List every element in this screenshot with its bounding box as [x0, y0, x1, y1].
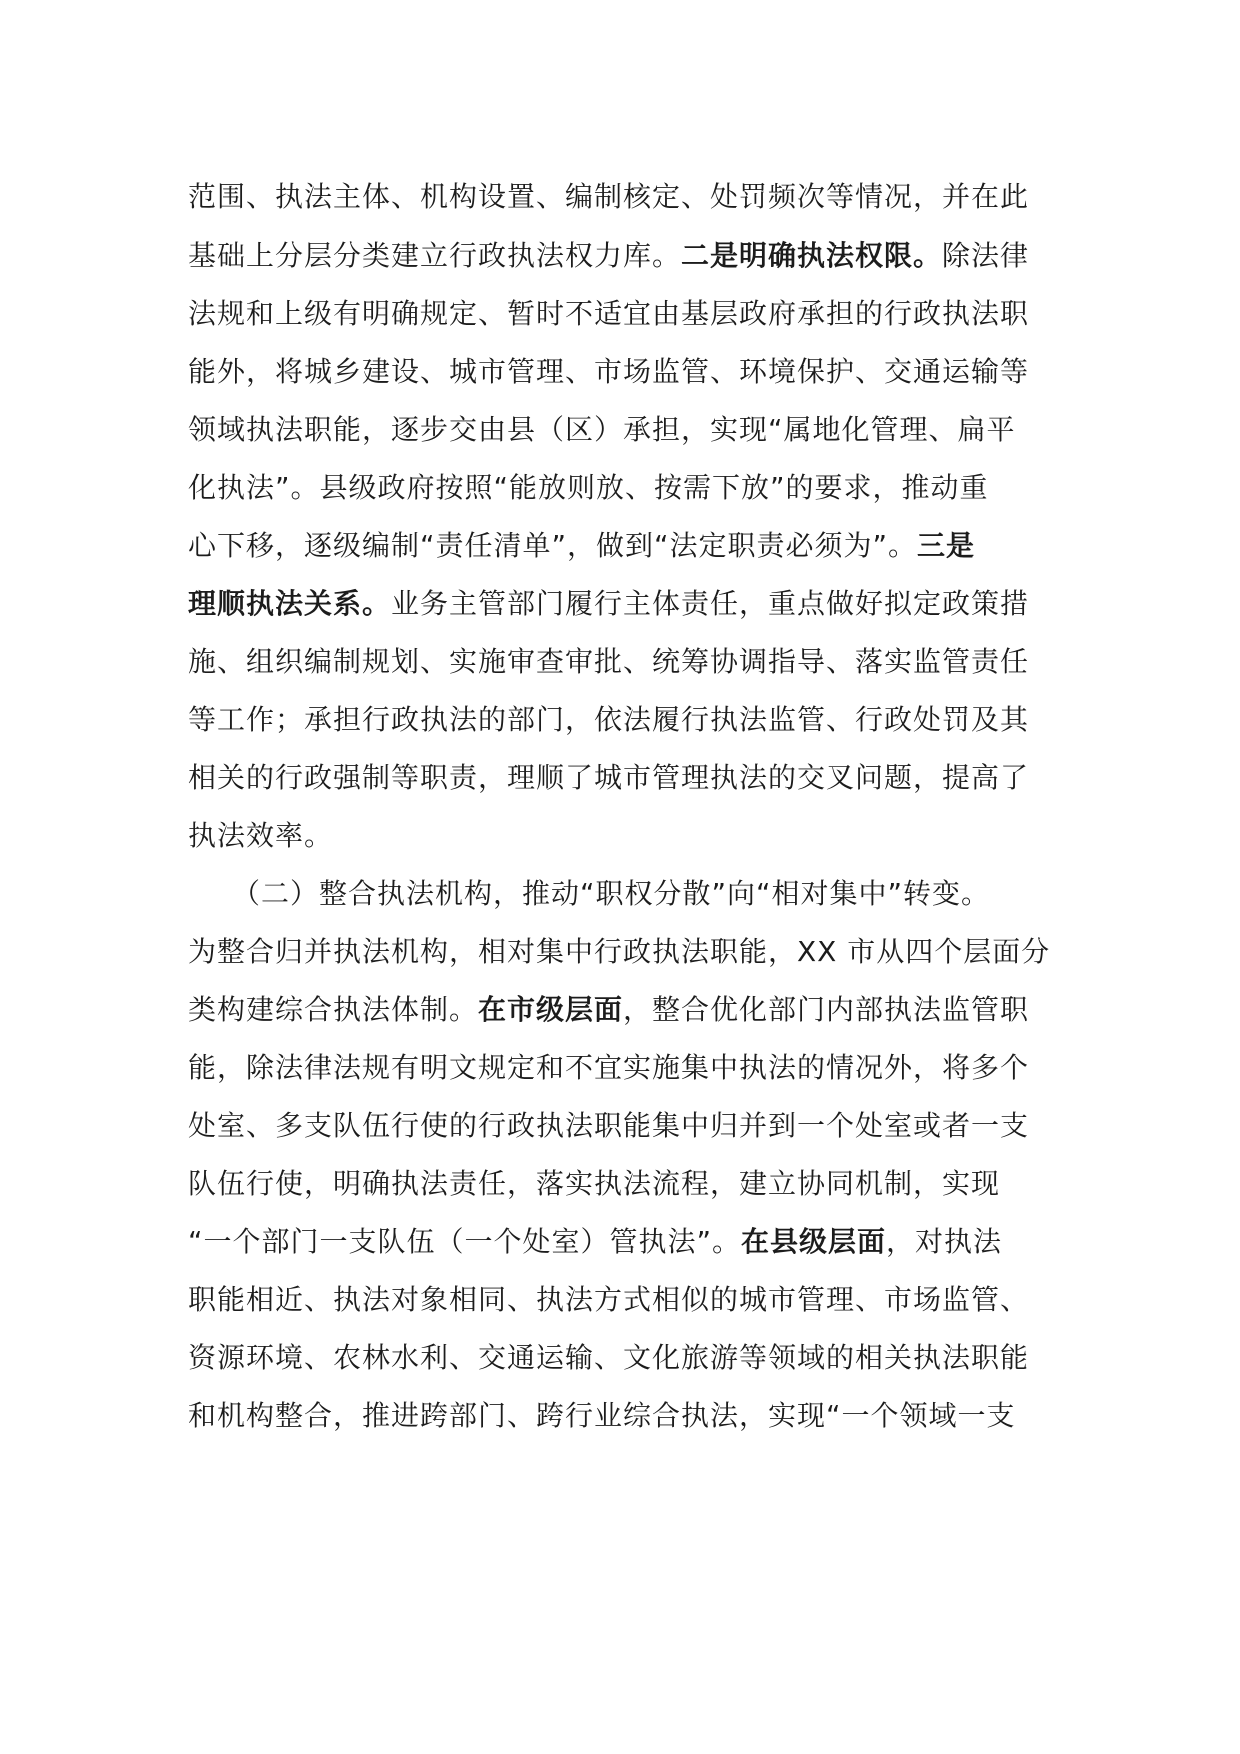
text-line	[188, 468, 1068, 508]
text-segment: 处室、多支队伍行使的行政执法职能集中归并到一个处室或者一支	[188, 1109, 1030, 1142]
text-line	[188, 1338, 1068, 1378]
text-segment: 领域执法职能，逐步交由县（区）承担，实现“属地化管理、扁平	[188, 413, 1016, 446]
text-segment: 业务主管部门履行主体责任，重点做好拟定政策措	[391, 587, 1030, 620]
text-segment: 职能相近、执法对象相同、执法方式相似的城市管理、市场监管、	[188, 1283, 1030, 1316]
text-line	[188, 874, 1068, 914]
text-segment: 范围、执法主体、机构设置、编制核定、处罚频次等情况，并在此	[188, 180, 1030, 213]
text-line	[188, 526, 1068, 566]
text-line	[188, 642, 1068, 682]
text-segment: ，对执法	[886, 1225, 1003, 1258]
text-segment: 队伍行使，明确执法责任，落实执法流程，建立协同机制，实现	[188, 1167, 1001, 1200]
text-segment: 心下移，逐级编制“责任清单”，做到“法定职责必须为”。	[188, 529, 918, 562]
text-segment: 为整合归并执法机构，相对集中行政执法职能，XX 市从四个层面分	[188, 935, 1051, 968]
text-line	[188, 932, 1068, 972]
text-line	[188, 294, 1068, 334]
text-segment: “一个部门一支队伍（一个处室）管执法”。	[188, 1225, 742, 1258]
text-line	[188, 1280, 1068, 1320]
text-line	[188, 584, 1068, 624]
text-segment: 除法律	[942, 239, 1030, 272]
text-segment: 等工作；承担行政执法的部门，依法履行执法监管、行政处罚及其	[188, 703, 1030, 736]
text-line	[188, 1396, 1068, 1436]
bold-heading-segment: 理顺执法关系。	[188, 587, 392, 620]
bold-heading-segment: 在县级层面	[741, 1225, 887, 1258]
text-line	[188, 410, 1068, 450]
text-segment: 施、组织编制规划、实施审查审批、统筹协调指导、落实监管责任	[188, 645, 1030, 678]
bold-heading-segment: 在市级层面	[478, 993, 624, 1026]
text-line	[188, 816, 1068, 856]
text-segment: 化执法”。县级政府按照“能放则放、按需下放”的要求，推动重	[188, 471, 989, 504]
text-segment: ，整合优化部门内部执法监管职	[623, 993, 1030, 1026]
text-segment: 资源环境、农林水利、交通运输、文化旅游等领域的相关执法职能	[188, 1341, 1030, 1374]
text-line	[188, 1048, 1068, 1088]
text-line	[188, 352, 1068, 392]
text-line	[188, 758, 1068, 798]
text-segment: 执法效率。	[188, 819, 334, 852]
text-line	[188, 1106, 1068, 1146]
bold-heading-segment: 三是	[917, 529, 976, 562]
section-heading: （二）整合执法机构，推动“职权分散”向“相对集中”转变。	[188, 877, 991, 910]
text-line	[188, 990, 1068, 1030]
text-segment: 类构建综合执法体制。	[188, 993, 479, 1026]
text-segment: 法规和上级有明确规定、暂时不适宜由基层政府承担的行政执法职	[188, 297, 1030, 330]
text-segment: 和机构整合，推进跨部门、跨行业综合执法，实现“一个领域一支	[188, 1399, 1016, 1432]
text-line	[188, 177, 1068, 217]
text-line	[188, 700, 1068, 740]
text-line	[188, 236, 1068, 276]
text-segment: 基础上分层分类建立行政执法权力库。	[188, 239, 682, 272]
text-segment: 相关的行政强制等职责，理顺了城市管理执法的交叉问题，提高了	[188, 761, 1030, 794]
text-segment: 能，除法律法规有明文规定和不宜实施集中执法的情况外，将多个	[188, 1051, 1030, 1084]
text-segment: 能外，将城乡建设、城市管理、市场监管、环境保护、交通运输等	[188, 355, 1030, 388]
text-line	[188, 1222, 1068, 1262]
bold-heading-segment: 二是明确执法权限。	[681, 239, 943, 272]
text-line	[188, 1164, 1068, 1204]
